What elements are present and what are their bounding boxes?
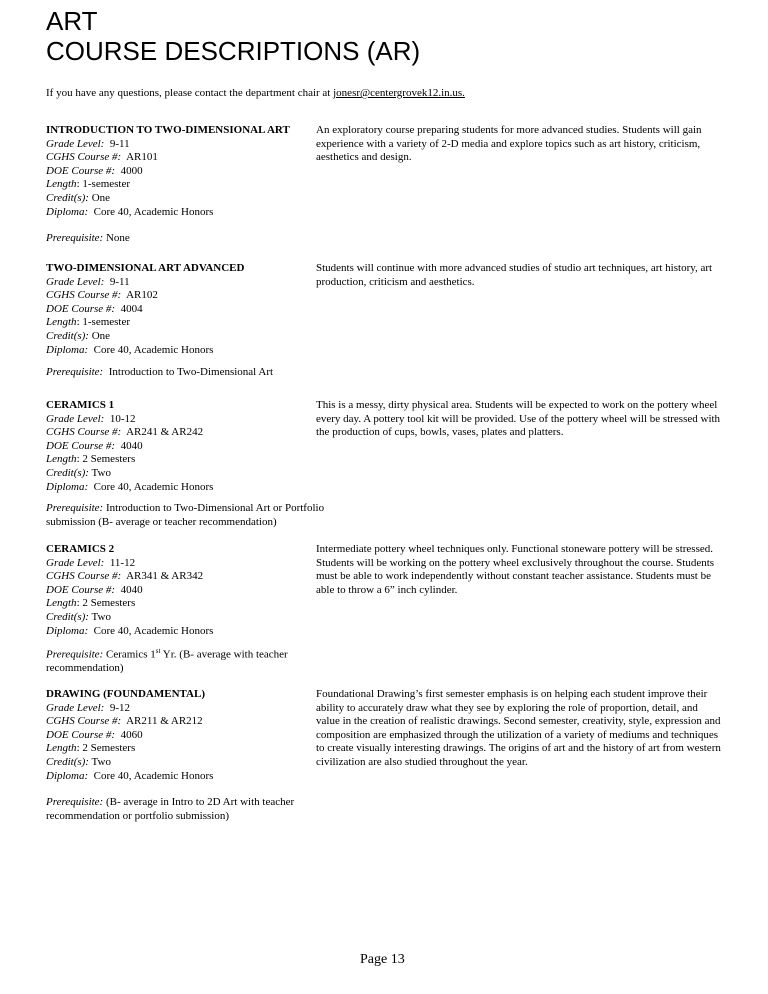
course-prerequisite: Prerequisite: Ceramics 1st Yr. (B- average with teacher recommendation) (46, 647, 288, 675)
course-description: An exploratory course preparing students for more advanced studies. Students will gain experience with a variety of 2-D media and explore topics such as art history, criticism, aesthetics and design. (316, 124, 702, 164)
cghs-course: CGHS Course #: AR341 & AR342 (46, 570, 204, 583)
title-line-1: ART (46, 6, 98, 36)
course-length: Length: 1-semester (46, 316, 131, 329)
course-description: Intermediate pottery wheel techniques only. Functional stoneware pottery will be stressed. Students will be working on the pottery wheel exclusively throughout the course. Students must be able to work independently without constant teacher assistance. Students must be able to throw a 6” inch cylinder. (316, 543, 715, 596)
doe-course: DOE Course #: 4004 (46, 302, 143, 315)
course-credits: Credit(s): Two (46, 466, 111, 479)
course-diploma: Diploma: Core 40, Academic Honors (46, 769, 214, 782)
course-description: This is a messy, dirty physical area. Students will be expected to work on the pottery wheel every day. A pottery tool kit will be provided. Use of the pottery wheel will be stressed with the production of cups, bowls, vases, plates and platters. (316, 399, 721, 439)
course-credits: Credit(s): Two (46, 610, 111, 623)
course-diploma: Diploma: Core 40, Academic Honors (46, 343, 214, 356)
course-diploma: Diploma: Core 40, Academic Honors (46, 624, 214, 637)
course-prerequisite: Prerequisite: Introduction to Two-Dimensional Art or Portfolio submission (B- average or teacher recommendation) (46, 502, 325, 528)
doe-course: DOE Course #: 4060 (46, 728, 143, 741)
course-description: Students will continue with more advanced studies of studio art techniques, art history, art production, criticism and aesthetics. (316, 262, 713, 288)
course-description: Foundational Drawing’s first semester emphasis is on helping each student improve their ability to accurately draw what they see by exploring the role of proportion, detail, and value in the creation of realistic drawings. Second semester, creativity, style, expression and composition are emphasized through the utilization of a variety of mediums and techniques to create visually interesting drawings. The origins of art and the history of art from western civilization are also studied throughout the year. (316, 688, 721, 768)
course-length: Length: 1-semester (46, 178, 131, 191)
course-credits: Credit(s): One (46, 329, 111, 342)
course-name: TWO-DIMENSIONAL ART ADVANCED (46, 262, 245, 274)
contact-line (46, 86, 465, 100)
course-credits: Credit(s): One (46, 191, 111, 204)
contact-email-link[interactable]: jonesr@centergrovek12.in.us. (333, 87, 465, 99)
contact-text: If you have any questions, please contact the department chair at (46, 87, 334, 99)
course-name: INTRODUCTION TO TWO-DIMENSIONAL ART (46, 124, 290, 136)
cghs-course: CGHS Course #: AR101 (46, 151, 158, 164)
course-name: CERAMICS 1 (46, 399, 115, 411)
page-number: Page 13 (360, 952, 405, 967)
course-details (46, 399, 306, 494)
course-name: CERAMICS 2 (46, 543, 115, 555)
grade-level: Grade Level: 10-12 (46, 412, 136, 425)
course-name: DRAWING (FOUNDAMENTAL) (46, 688, 205, 700)
course-credits: Credit(s): Two (46, 755, 111, 768)
course-details (46, 688, 306, 783)
course-length: Length: 2 Semesters (46, 597, 136, 610)
course-prerequisite: Prerequisite: None (46, 232, 130, 244)
doe-course: DOE Course #: 4040 (46, 439, 143, 452)
course-details (46, 262, 306, 357)
course-prerequisite: Prerequisite: Introduction to Two-Dimensional Art (46, 366, 274, 378)
course-length: Length: 2 Semesters (46, 453, 136, 466)
grade-level: Grade Level: 11-12 (46, 556, 136, 569)
cghs-course: CGHS Course #: AR211 & AR212 (46, 715, 203, 728)
course-length: Length: 2 Semesters (46, 742, 136, 755)
doe-course: DOE Course #: 4000 (46, 164, 143, 177)
title-line-2: COURSE DESCRIPTIONS (AR) (46, 36, 421, 66)
cghs-course: CGHS Course #: AR241 & AR242 (46, 426, 204, 439)
course-diploma: Diploma: Core 40, Academic Honors (46, 205, 214, 218)
page-title (46, 6, 420, 66)
course-diploma: Diploma: Core 40, Academic Honors (46, 480, 214, 493)
cghs-course: CGHS Course #: AR102 (46, 289, 158, 302)
grade-level: Grade Level: 9-12 (46, 701, 131, 714)
grade-level: Grade Level: 9-11 (46, 275, 130, 288)
doe-course: DOE Course #: 4040 (46, 583, 143, 596)
course-details (46, 543, 306, 638)
course-prerequisite: Prerequisite: (B- average in Intro to 2D Art with teacher recommendation or portfolio submission) (46, 796, 295, 822)
grade-level: Grade Level: 9-11 (46, 137, 130, 150)
course-details (46, 124, 306, 219)
